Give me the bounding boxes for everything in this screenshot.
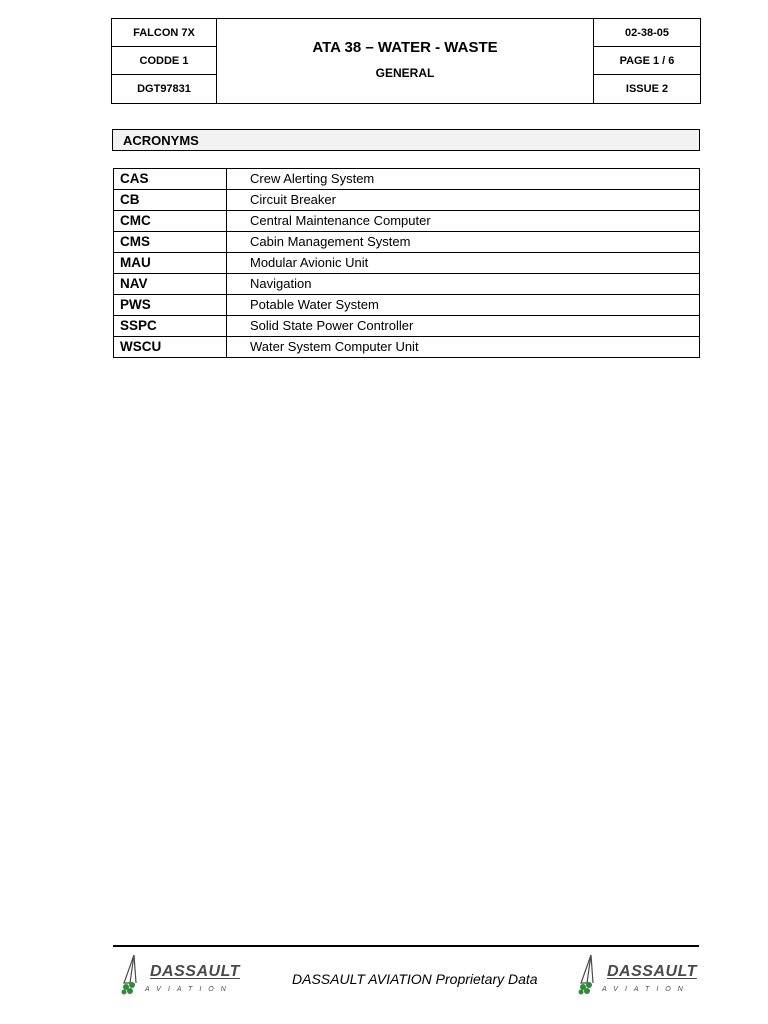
acronym-definition: Modular Avionic Unit xyxy=(227,253,700,274)
table-row xyxy=(114,232,700,253)
table-row xyxy=(114,316,700,337)
acronym-definition: Water System Computer Unit xyxy=(227,337,700,358)
acronym-abbr: SSPC xyxy=(114,316,227,337)
document-header xyxy=(111,18,701,104)
acronym-abbr: MAU xyxy=(114,253,227,274)
aircraft-model: FALCON 7X xyxy=(112,19,217,47)
table-row xyxy=(114,190,700,211)
logo-wordmark: DASSAULT xyxy=(150,963,240,980)
acronym-definition: Central Maintenance Computer xyxy=(227,211,700,232)
document-code: CODDE 1 xyxy=(112,47,217,75)
acronym-definition: Crew Alerting System xyxy=(227,169,700,190)
acronym-definition: Solid State Power Controller xyxy=(227,316,700,337)
chapter-reference: 02-38-05 xyxy=(593,19,700,47)
chapter-subtitle: GENERAL xyxy=(375,65,435,80)
section-title: ACRONYMS xyxy=(112,129,700,151)
acronym-abbr: CMS xyxy=(114,232,227,253)
document-id: DGT97831 xyxy=(112,75,217,103)
chapter-title: ATA 38 – WATER - WASTE xyxy=(312,38,498,56)
table-row xyxy=(114,337,700,358)
dassault-logo-right xyxy=(571,953,697,999)
table-row xyxy=(114,253,700,274)
proprietary-notice: DASSAULT AVIATION Proprietary Data xyxy=(292,971,538,987)
acronym-definition: Potable Water System xyxy=(227,295,700,316)
logo-subtitle: AVIATION xyxy=(145,986,233,993)
table-row xyxy=(114,295,700,316)
acronym-abbr: WSCU xyxy=(114,337,227,358)
acronym-abbr: CMC xyxy=(114,211,227,232)
acronym-definition: Cabin Management System xyxy=(227,232,700,253)
table-row xyxy=(114,169,700,190)
acronym-definition: Circuit Breaker xyxy=(227,190,700,211)
page-number: PAGE 1 / 6 xyxy=(593,47,700,75)
dassault-logo-left xyxy=(114,953,240,999)
table-row xyxy=(114,274,700,295)
table-row xyxy=(114,211,700,232)
logo-wordmark: DASSAULT xyxy=(607,963,697,980)
footer-divider xyxy=(113,945,699,947)
acronym-abbr: NAV xyxy=(114,274,227,295)
logo-subtitle: AVIATION xyxy=(602,986,690,993)
acronyms-table xyxy=(113,168,700,358)
acronym-abbr: CAS xyxy=(114,169,227,190)
acronym-abbr: CB xyxy=(114,190,227,211)
header-title-block xyxy=(217,19,593,103)
acronym-abbr: PWS xyxy=(114,295,227,316)
issue-number: ISSUE 2 xyxy=(593,75,700,103)
acronym-definition: Navigation xyxy=(227,274,700,295)
